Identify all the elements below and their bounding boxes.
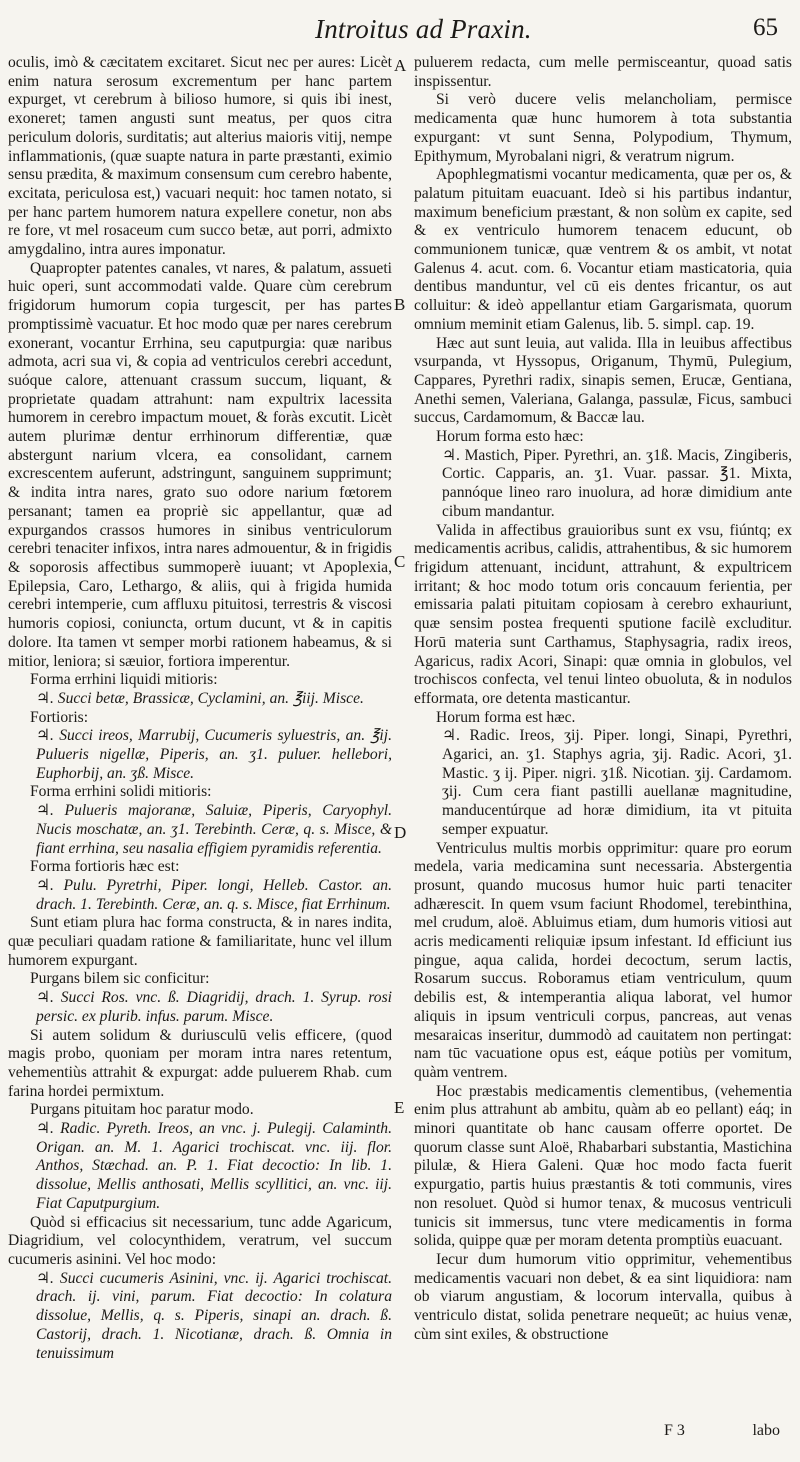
margin-letter-a: A: [394, 56, 407, 75]
paragraph: Si verò ducere velis melancholiam, permisce medicamenta quæ hunc humorem à tota substantia expurgant: vt sunt Senna, Polypodium, Thymum, Epithymum, Myrobalani nigri, & veratrum nigrum.: [414, 91, 792, 165]
paragraph: Hæc aut sunt leuia, aut valida. Illa in leuibus affectibus vsurpanda, vt Hyssopus, Origanum, Thymū, Pulegium, Cappares, Pyrethri radix, sinapis semen, Erucæ, Gentiana, Anethi semen, Valeriana, Galanga, passulæ, Ficus, sambuci succus, Cardamomum, & Baccæ lau.: [414, 334, 792, 427]
margin-letter-c: C: [394, 552, 406, 571]
paragraph: Valida in affectibus grauioribus sunt ex vsu, fiúntq; ex medicamentis acribus, calidis, attrahentibus, & sic humorem frigidum attenuant, incidunt, attrahunt, & expultricem irritant; & hoc modo totum oris concauum ferientia, per emissaria palati pituitam copiosam à cerebro exhauriunt, quæ sensim postea frequenti sputione facilè excluditur. Horū materia sunt Carthamus, Staphysagria, radix ireos, Agaricus, radix Acori, Sinapi: quæ omnia in globulos, vel trochiscos confecta, vel tenui linteo obuoluta, & in nodulos efformata, ore detenta masticantur.: [414, 521, 792, 707]
paragraph: Forma errhini liquidi mitioris:: [30, 671, 218, 689]
paragraph: ♃. Radic. Pyreth. Ireos, an vnc. j. Pulegij. Calaminth. Origan. an. M. 1. Agarici trochiscat. vnc. iij. flor. Anthos, Stæchad. an. P. 1. Fiat decoctio: In lib. 1. dissolue, Mellis anthosati, Mellis scyllitici, an. vnc. iij. Fiat Caputpurgium.: [36, 1120, 392, 1212]
paragraph: Horum forma est hæc.: [436, 708, 576, 726]
signature-mark: F 3: [664, 1422, 685, 1439]
page-footer: [0, 1418, 800, 1448]
running-title: Introitus ad Praxin.: [315, 14, 532, 44]
paragraph: Quapropter patentes canales, vt nares, & palatum, assueti huic operi, sunt accommodati valde. Quare cùm cerebrum frigidorum humorum copia turgescit, per has partes promptissimè vacuatur. Et hoc modo quæ per nares cerebrum exonerant, vocantur Errhina, seu caputpurgia: quæ naribus admota, acri sua vi, & copia ad ventriculos cerebri accedunt, suóque calore, attenuant crassum succum, liquant, & proprietate quadam attrahunt: nam expultrix lacessita humorem in cerebro impactum mouet, & foràs excutit. Licèt autem plurimæ dentur errhinorum differentiæ, quæ abstergunt narium vlcera, ea consolidant, carnem excrescentem auferunt, adstringunt, sanguinem supprimunt; & indita intra nares, grato suo odore narium fœtorem persanant; tamen ea propriè sic appellantur, quæ ad expurgandos crassos humores in sinibus ventriculorum cerebri tenaciter infixos, intra nares admouentur, & in frigidis & soporosis affectibus summoperè iuuant; vt Apoplexia, Epilepsia, Caro, Lethargo, & aliis, qui à frigida humida cerebri intemperie, cum affluxu pituitosi, terrestris & viscosi humoris copiosi, coniuncta, ortum ducunt, vt & in capitis dolore. Ita tamen vt semper morbi rationem habeamus, & si mitior, leniora; si sæuior, fortiora imperentur.: [8, 259, 392, 670]
paragraph: ♃. Pulueris majoranæ, Saluiæ, Piperis, Caryophyl. Nucis moschatæ, an. ʒ1. Terebinth. Ceræ, q. s. Misce, & fiant errhina, seu nasalia effigiem pyramidis referentia.: [36, 802, 392, 857]
paragraph: Purgans pituitam hoc paratur modo.: [30, 1101, 254, 1119]
paragraph: Si autem solidum & duriusculū velis efficere, (quod magis probo, quoniam per moram intra nares retentum, vehementiùs attrahit & expurgat: adde puluerem Rhab. cum farina hordei permixtum.: [8, 1026, 392, 1100]
paragraph: oculis, imò & cæcitatem excitaret. Sicut nec per aures: Licèt enim natura serosum excrementum per hanc partem expurget, vt cerebrum à bilioso humore, si quis ibi inest, exoneret; tamen angusti sunt meatus, per quos citra periculum doloris, surditatis; aut alterius maioris vitij, nempe inflammationis, (quæ suapte natura in parte præstanti, eximio sensu prædita, & maximum consensum cum cerebro habente, excitata, periculosa est,) vacuari nequit: hoc tamen notato, si per hanc partem humorem natura expellere conetur, non abs re fore, vt mel rosaceum cum succo betæ, aut porri, admixto amygdalino, intra aures imponatur.: [8, 54, 392, 259]
paragraph: ♃. Radic. Ireos, ʒij. Piper. longi, Sinapi, Pyrethri, Agarici, an. ʒ1. Staphys agria, ʒij. Radic. Acori, ʒ1. Mastic. ʒ ij. Piper. nigri. ʒ1ß. Nicotian. ʒij. Cardamom. ʒij. Cum cera fiant pastilli auellanæ magnitudine, manducentúrque ad horæ dimidium, ita vt pituita semper expuatur.: [442, 727, 792, 838]
paragraph: Fortioris:: [30, 708, 89, 726]
paragraph: Forma errhini solidi mitioris:: [30, 783, 212, 801]
paragraph: ♃. Pulu. Pyretrhi, Piper. longi, Helleb. Castor. an. drach. 1. Terebinth. Ceræ, an. q. s. Misce, fiat Errhinum.: [36, 876, 392, 913]
paragraph: ♃. Succi Ros. vnc. ß. Diagridij, drach. 1. Syrup. rosi persic. ex plurib. infus. parum. Misce.: [36, 989, 392, 1025]
paragraph: Quòd si efficacius sit necessarium, tunc adde Agaricum, Diagridium, vel colocynthidem, veratrum, vel succum cucumeris asinini. Vel hoc modo:: [8, 1213, 392, 1268]
paragraph: Purgans bilem sic conficitur:: [30, 970, 210, 988]
paragraph: puluerem redacta, cum melle permisceantur, quoad satis inspissentur.: [414, 54, 792, 90]
paragraph: Hoc præstabis medicamentis clementibus, (vehementia enim plus attrahunt ab ambitu, quàm ab eo pellant) eáq; in minori quantitate ob hanc causam offerre oportet. De quorum classe sunt Aloë, Rhabarbari substantia, Mastichina pilulæ, & Hiera Galeni. Quæ hoc modo facta fuerit expurgatio, partis huius præstantis & toti communis, vires non resoluet. Quòd si humor tenax, & mucosus ventriculi tunicis sit immersus, tunc vtere medicamentis in forma solida, quippe quæ per moram detenta promptiùs euacuant.: [414, 1082, 792, 1250]
margin-letter-b: B: [394, 295, 406, 314]
paragraph: Sunt etiam plura hac forma constructa, & in nares indita, quæ peculiari quadam ratione & familiaritate, hunc vel illum humorem expurgant.: [8, 914, 392, 969]
paragraph: Apophlegmatismi vocantur medicamenta, quæ per os, & palatum pituitam euacuant. Ideò si his partibus indantur, maximum beneficium præstant, & non solùm ex capite, sed & ex ventriculo humorem tenacem educunt, ob communionem tunicæ, quæ ventrem & os ambit, vt notat Galenus 4. acut. com. 6. Vocantur etiam masticatoria, quia dentibus manduntur, vel cū eis dentes fricantur, os aut colluitur: & ideò appellantur etiam Gargarismata, quorum omnium meminit etiam Galenus, lib. 5. simpl. cap. 19.: [414, 166, 792, 333]
paragraph: Forma fortioris hæc est:: [30, 858, 180, 876]
paragraph: ♃. Succi cucumeris Asinini, vnc. ij. Agarici trochiscat. drach. ij. vini, parum. Fiat decoctio: In colatura dissolue, Mellis, q. s. Piperis, sinapi an. drach. ß. Castorij, drach. 1. Nicotianæ, drach. ß. Omnia in tenuissimum: [36, 1269, 392, 1362]
paragraph: Horum forma esto hæc:: [436, 428, 584, 446]
right-text-column: [414, 54, 792, 1345]
paragraph: ♃. Succi ireos, Marrubij, Cucumeris syluestris, an. ℥ij. Pulueris nigellæ, Piperis, an. ʒ1. puluer. hellebori, Euphorbij, an. ʒß. Misce.: [36, 727, 392, 782]
left-text-column: [8, 54, 392, 1363]
margin-letter-e: E: [394, 1098, 405, 1117]
paragraph: Iecur dum humorum vitio opprimitur, vehementibus medicamentis vacuari non debet, & ea sint liquidiora: nam ob viarum angustiam, & locorum intervalla, quibus à ventriculo distat, solida penetrare nequeūt; ac huius venæ, cùm sint exiles, & obstructione: [414, 1251, 792, 1343]
page-number: 65: [753, 14, 778, 41]
catchword: labo: [752, 1422, 780, 1439]
paragraph: ♃. Mastich, Piper. Pyrethri, an. ʒ1ß. Macis, Zingiberis, Cortic. Capparis, an. ʒ1. Vuar. passar. ℥1. Mixta, pannóque lineo raro inuolura, ad horæ dimidium ante cibum mandantur.: [442, 446, 792, 520]
paragraph: Ventriculus multis morbis opprimitur: quare pro eorum medela, varia medicamina sunt necessaria. Abstergentia prosunt, quando mucosus humor huic parti tenaciter adhærescit. In quem vsum faciunt Rhodomel, terebinthina, mel crudum, aloë. Abluimus etiam, dum humoris vitiosi aut acris medicamenti reliquiæ ipsum infestant. Id efficiunt ius pingue, aqua calida, hordei decoctum, serum lactis, Rosarum succus. Roboramus etiam ventriculum, quum debilis est, & intemperantia aliqua laborat, vel humor aliquis in ipsum ventriculi corpus, pancreas, aut venas mesaraicas inseritur, dummodò ad cauitatem non pertingat: nam tūc vacuatione opus est, eáque potiùs per vomitum, quàm ventrem.: [414, 839, 792, 1081]
margin-letter-d: D: [394, 823, 407, 842]
running-head: [0, 10, 800, 46]
paragraph: ♃. Succi betæ, Brassicæ, Cyclamini, an. ℥iij. Misce.: [36, 689, 364, 707]
